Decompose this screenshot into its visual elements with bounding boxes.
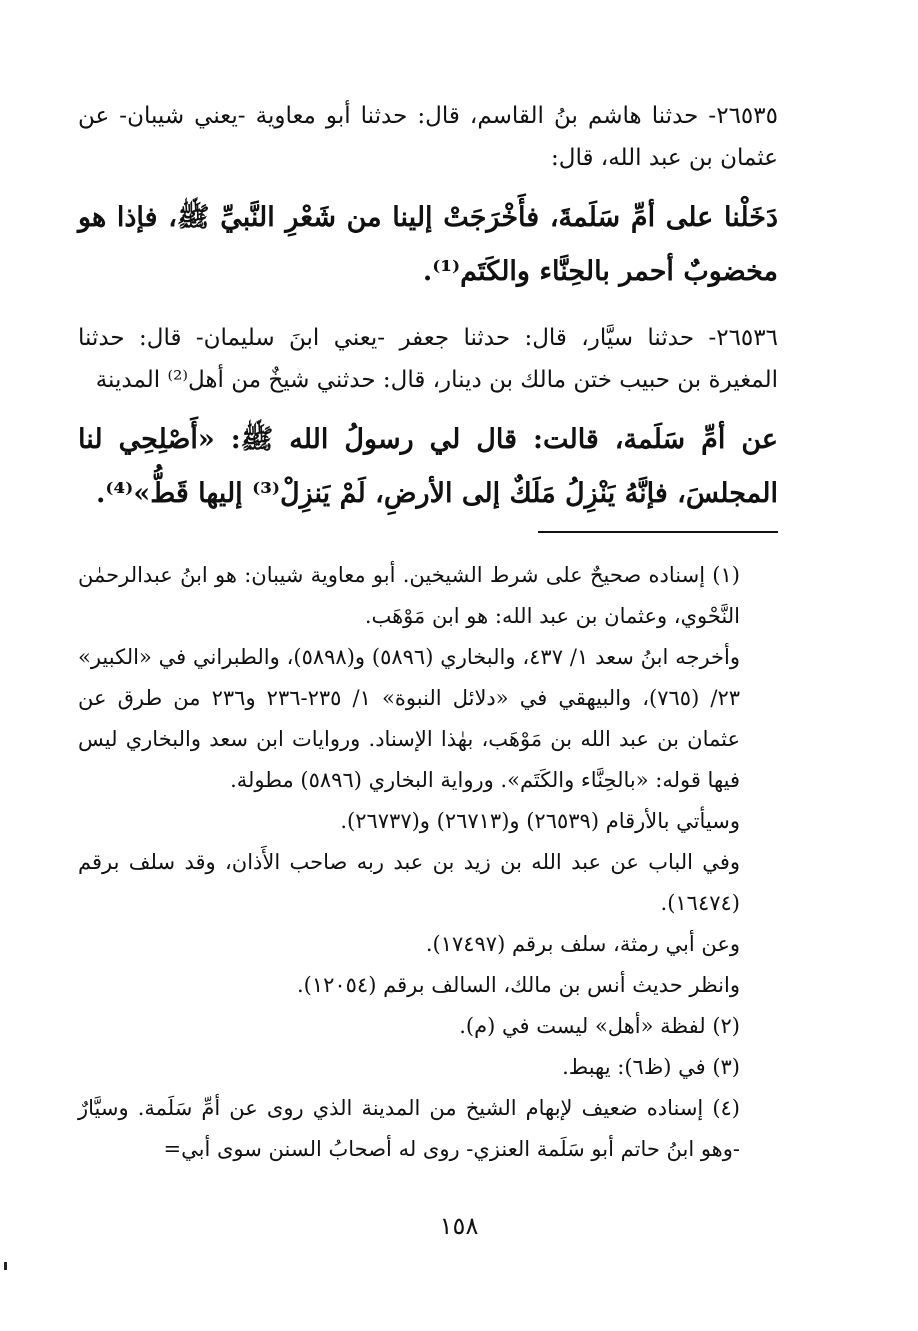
- footnote-1: (١) إسناده صحيحٌ على شرط الشيخين. أبو معاوية شيبان: هو ابنُ عبدالرحمٰن النَّحْوي، وعثمان بن عبد الله: هو ابن مَوْهَب.: [78, 563, 740, 628]
- hadith-26535-text: دَخَلْنا على أمِّ سَلَمةَ، فأَخْرَجَتْ إلينا من شَعْرِ النَّبيِّ ﷺ، فإذا هو مخضوبٌ أحمر بالحِنَّاء والكَتَم⁽¹⁾.: [78, 202, 778, 287]
- footnote-1-takhrij: وأخرجه ابنُ سعد ١/ ٤٣٧، والبخاري (٥٨٩٦) و(٥٨٩٨)، والطبراني في «الكبير» ٢٣/ (٧٦٥)، والبيهقي في «دلائل النبوة» ١/ ٢٣٥-٢٣٦ و٢٣٦ من طرق عن عثمان بن عبد الله بن مَوْهَب، بهٰذا الإسناد. وروايات ابن سعد والبخاري ليس فيها قوله: «بالحِنَّاء والكَتَم». ورواية البخاري (٥٨٩٦) مطولة.: [78, 645, 740, 792]
- page-content: [78, 95, 778, 1170]
- footnote-1-chapter: وفي الباب عن عبد الله بن زيد بن عبد ربه صاحب الأَذان، وقد سلف برقم (١٦٤٧٤).: [78, 850, 740, 915]
- footnote-separator: [538, 531, 778, 533]
- page-number: ١٥٨: [439, 1212, 479, 1240]
- footnote-2: (٢) لفظة «أهل» ليست في (م).: [459, 1014, 740, 1038]
- hadith-26536-text: عن أمِّ سَلَمة، قالت: قال لي رسولُ الله ﷺ: «أَصْلِحِي لنا المجلسَ، فإنَّهُ يَنْزِلُ مَلَكٌ إلى الأرضِ، لَمْ يَنزِلْ⁽³⁾ إليها قَطُّ»⁽⁴⁾.: [78, 424, 778, 509]
- footnote-1-see-also: وسيأتي بالأرقام (٢٦٥٣٩) و(٢٦٧١٣) و(٢٦٧٣٧).: [340, 809, 740, 833]
- footnote-4: (٤) إسناده ضعيف لإبهام الشيخ من المدينة الذي روى عن أمِّ سَلَمة. وسيَّارٌ -وهو ابنُ حاتم أبو سَلَمة العنزي- روى له أصحابُ السنن سوى أبي=: [78, 1096, 740, 1161]
- footnote-1-anas: وانظر حديث أنس بن مالك، السالف برقم (١٢٠٥٤).: [296, 973, 740, 997]
- footnote-3: (٣) في (ظ٦): يهبط.: [562, 1055, 740, 1079]
- hadith-26536-chain: ٢٦٥٣٦- حدثنا سيَّار، قال: حدثنا جعفر -يعني ابنَ سليمان- قال: حدثنا المغيرة بن حبيب ختن مالك بن دينار، قال: حدثني شيخٌ من أهل⁽²⁾ المدينة: [78, 325, 778, 393]
- hadith-26535-chain: ٢٦٥٣٥- حدثنا هاشم بنُ القاسم، قال: حدثنا أبو معاوية -يعني شيبان- عن عثمان بن عبد الله، قال:: [78, 103, 778, 171]
- footnote-1-abu-rimtha: وعن أبي رمثة، سلف برقم (١٧٤٩٧).: [425, 932, 740, 956]
- scan-edge-mark: [4, 1262, 7, 1270]
